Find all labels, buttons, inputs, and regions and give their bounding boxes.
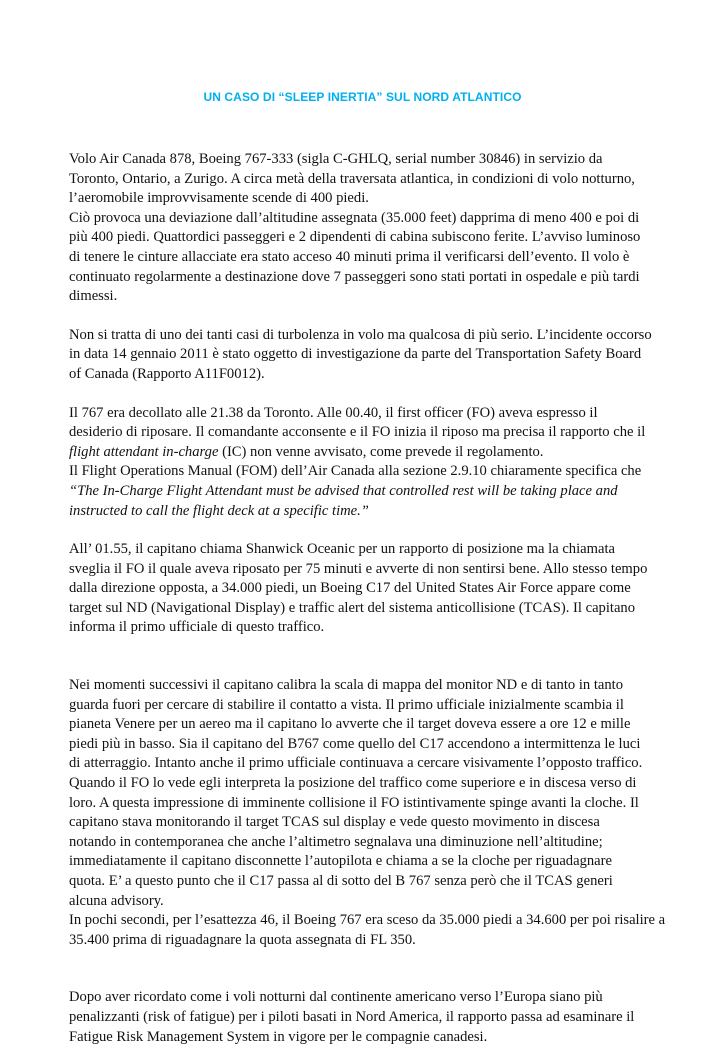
text-line: In pochi secondi, per l’esattezza 46, il Boeing 767 era sceso da 35.000 piedi a 34.600 per poi risalire a [69,912,666,929]
text-line: of Canada (Rapporto A11F0012). [69,365,265,382]
text-line: loro. A questa impressione di imminente collisione il FO istintivamente spinge avanti la cloche. Il [69,794,639,811]
text-line: guarda fuori per cercare di stabilire il contatto a vista. Il primo ufficiale inizialmente scambia il [69,696,624,713]
text-line: Il Flight Operations Manual (FOM) dell’Air Canada alla sezione 2.9.10 chiaramente specifica che [69,463,642,480]
paragraph-2 [69,326,665,385]
text-line: in data 14 gennaio 2011 è stato oggetto di investigazione da parte del Transportation Safety Board [69,346,642,363]
text-line-mixed [69,443,665,463]
text-line: Dopo aver ricordato come i voli notturni dal continente americano verso l’Europa siano più [69,989,603,1006]
text-line: di atterraggio. Intanto anche il primo ufficiale continuava a cercare visivamente l’opposto traffico. [69,755,643,772]
text-line: l’aeromobile improvvisamente scende di 400 piedi. [69,190,369,207]
text-line: alcuna advisory. [69,892,164,909]
text-line: continuato regolarmente a destinazione dove 7 passeggeri sono stati portati in ospedale e più tardi [69,268,640,285]
text-line: Quando il FO lo vede egli interpreta la posizione del traffico come superiore e in discesa verso di [69,775,637,792]
text-line: piedi più in basso. Sia il capitano del B767 come quello del C17 accendono a intermittenza le luci [69,735,641,752]
document-body [69,150,665,1047]
text-line: capitano stava monitorando il target TCAS sul display e vede questo movimento in discesa [69,814,600,831]
text-line: Volo Air Canada 878, Boeing 767-333 (sigla C-GHLQ, serial number 30846) in servizio da [69,151,603,167]
text-line: immediatamente il capitano disconnette l’autopilota e chiama a se la cloche per riguadagnare [69,853,612,870]
text-line: Il 767 era decollato alle 21.38 da Toronto. Alle 00.40, il first officer (FO) aveva espresso il [69,404,598,421]
paragraph-3 [69,404,665,522]
quote-line: instructed to call the flight deck at a specific time.” [69,502,369,519]
italic-phrase: flight attendant in-charge [69,443,219,460]
text-line: desiderio di riposare. Il comandante acconsente e il FO inizia il riposo ma precisa il rapporto che il [69,424,646,441]
text-line: quota. E’ a questo punto che il C17 passa al di sotto del B 767 senza però che il TCAS generi [69,873,613,889]
paragraph-1 [69,150,665,307]
quote-line: “The In-Charge Flight Attendant must be advised that controlled rest will be taking place and [69,482,618,499]
text-line: All’ 01.55, il capitano chiama Shanwick Oceanic per un rapporto di posizione ma la chiamata [69,541,615,558]
document-title: UN CASO DI “SLEEP INERTIA” SUL NORD ATLANTICO [203,90,522,104]
text-line: notando in contemporanea che anche l’altimetro segnalava una diminuzione nell’altitudine; [69,833,603,850]
paragraph-6 [69,988,665,1047]
text-line: Ciò provoca una deviazione dall’altitudine assegnata (35.000 feet) dapprima di meno 400 e poi di [69,209,640,226]
text-line: Non si tratta di uno dei tanti casi di turbolenza in volo ma qualcosa di più serio. L’incidente occorso [69,326,652,343]
text-line: target sul ND (Navigational Display) e traffic alert del sistema anticollisione (TCAS). Il capitano [69,599,636,616]
text-line: penalizzanti (risk of fatigue) per i piloti basati in Nord America, il rapporto passa ad esaminare il [69,1008,635,1025]
text-line: più 400 piedi. Quattordici passeggeri e 2 dipendenti di cabina subiscono ferite. L’avviso luminoso [69,229,641,246]
text-line: informa il primo ufficiale di questo traffico. [69,619,325,636]
text-line: 35.400 prima di riguadagnare la quota assegnata di FL 350. [69,931,416,948]
text-line: dimessi. [69,288,118,305]
paragraph-4 [69,540,665,638]
paragraph-5 [69,676,665,950]
text-line: Nei momenti successivi il capitano calibra la scala di mappa del monitor ND e di tanto in tanto [69,677,623,694]
text-line: di tenere le cinture allacciate era stato acceso 40 minuti prima il verificarsi dell’evento. Il volo è [69,248,630,265]
text-line: sveglia il FO il quale aveva riposato per 75 minuti e avverte di non sentirsi bene. Allo stesso tempo [69,560,648,577]
text-line: pianeta Venere per un aereo ma il capitano lo avverte che il target doveva essere a ore 12 e mille [69,716,631,733]
text-line: Toronto, Ontario, a Zurigo. A circa metà della traversata atlantica, in condizioni di volo notturno, [69,170,635,187]
text-line: Fatigue Risk Management System in vigore per le compagnie canadesi. [69,1028,488,1045]
text-line: dalla direzione opposta, a 34.000 piedi, un Boeing C17 del United States Air Force appare come [69,580,631,597]
text-segment: (IC) non venne avvisato, come prevede il regolamento. [218,443,544,460]
